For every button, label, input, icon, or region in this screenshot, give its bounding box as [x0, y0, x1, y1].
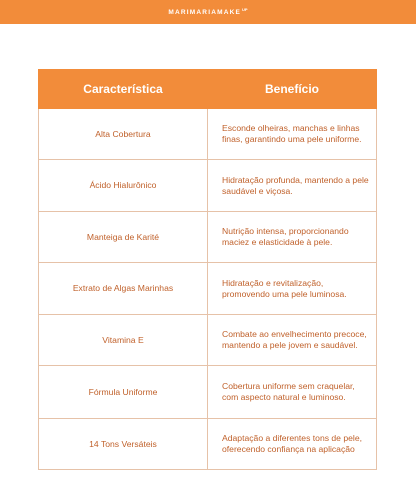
benefit-cell: Cobertura uniforme sem craquelar, com aspecto natural e luminoso. [208, 366, 377, 419]
benefit-cell: Hidratação profunda, mantendo a pele saudável e viçosa. [208, 160, 377, 212]
table-row [39, 160, 377, 212]
table-row [39, 263, 377, 315]
header-benefit: Benefício [208, 70, 377, 109]
table-row [39, 419, 377, 470]
table-row [39, 315, 377, 366]
header-feature: Característica [39, 70, 208, 109]
table-row [39, 109, 377, 160]
feature-cell: Manteiga de Karité [39, 212, 208, 263]
features-table [38, 69, 377, 470]
feature-cell: Fórmula Uniforme [39, 366, 208, 419]
benefit-cell: Esconde olheiras, manchas e linhas finas, garantindo uma pele uniforme. [208, 109, 377, 160]
feature-cell: 14 Tons Versáteis [39, 419, 208, 470]
benefit-cell: Hidratação e revitalização, promovendo uma pele luminosa. [208, 263, 377, 315]
feature-cell: Alta Cobertura [39, 109, 208, 160]
table-header-row [39, 70, 377, 109]
feature-cell: Ácido Hialurônico [39, 160, 208, 212]
benefit-cell: Combate ao envelhecimento precoce, mantendo a pele jovem e saudável. [208, 315, 377, 366]
feature-cell: Vitamina E [39, 315, 208, 366]
feature-cell: Extrato de Algas Marinhas [39, 263, 208, 315]
table-row [39, 366, 377, 419]
table-row [39, 212, 377, 263]
brand-logo: $MARIMARIAMAKE^{UP}$ [168, 7, 248, 17]
top-banner [0, 0, 416, 24]
benefit-cell: Adaptação a diferentes tons de pele, oferecendo confiança na aplicação [208, 419, 377, 470]
benefit-cell: Nutrição intensa, proporcionando maciez e elasticidade à pele. [208, 212, 377, 263]
features-table-container [38, 69, 377, 470]
